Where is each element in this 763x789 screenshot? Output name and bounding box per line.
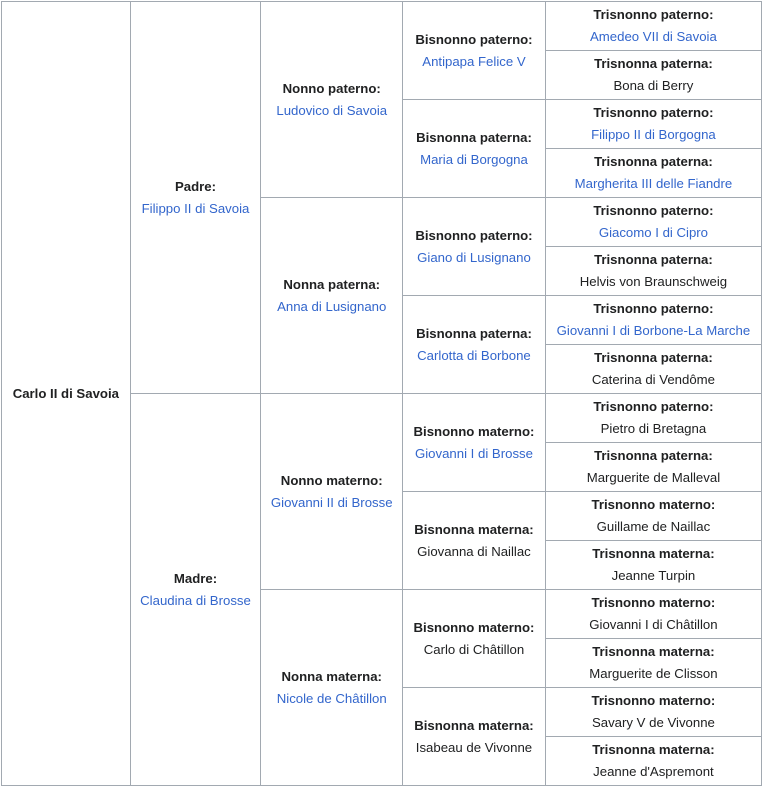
ancestor-relation-label: Padre: [174,178,217,194]
ancestor-name: Giovanni I di Châtillon [589,617,718,632]
ancestor-relation-label: Trisnonno paterno: [593,301,714,316]
ancestor-relation-label: Bisnonna materna: [414,521,534,537]
ancestor-name: Pietro di Bretagna [600,421,707,436]
grandparent-cell [261,2,403,198]
ancestor-name: Giovanna di Naillac [417,543,531,559]
ancestor-relation-label: Bisnonno materno: [413,619,535,635]
ancestor-relation-label: Bisnonno paterno: [415,31,533,47]
great-great-grandparent-cell [545,737,761,786]
pedigree-row [2,2,762,51]
ancestor-name: Bona di Berry [613,78,694,93]
ancestor-relation-label: Nonno paterno: [282,80,381,96]
ancestor-relation-label: Bisnonna paterna: [416,129,532,145]
ancestor-relation-label: Bisnonna materna: [414,717,534,733]
ancestor-name: Jeanne d'Aspremont [593,764,714,779]
ancestor-name-link[interactable]: Carlotta di Borbone [417,347,531,363]
ancestor-name-link[interactable]: Giacomo I di Cipro [598,225,709,240]
great-great-grandparent-cell [545,247,761,296]
ancestor-name: Guillame de Naillac [596,519,711,534]
parent-cell [130,2,261,394]
ancestor-relation-label: Trisnonno paterno: [593,203,714,218]
ancestor-relation-label: Trisnonna materna: [592,546,715,561]
ancestor-relation-label: Trisnonno paterno: [593,399,714,414]
parent-cell [130,394,261,786]
ancestor-relation-label: Nonna materna: [281,668,382,684]
ancestor-relation-label: Trisnonno materno: [591,595,716,610]
ancestor-name-link[interactable]: Giano di Lusignano [417,249,531,265]
ancestor-name: Caterina di Vendôme [591,372,715,387]
ancestor-relation-label: Nonna paterna: [283,276,381,292]
ancestor-relation-label: Bisnonna paterna: [416,325,532,341]
pedigree-body [2,2,762,786]
great-great-grandparent-cell [545,296,761,345]
great-great-grandparent-cell [545,541,761,590]
ancestor-relation-label: Trisnonna materna: [592,742,715,757]
ancestor-relation-label: Trisnonna paterna: [594,448,713,463]
ancestor-name-link[interactable]: Margherita III delle Fiandre [574,176,733,191]
ancestor-relation-label: Nonno materno: [280,472,383,488]
ancestor-name-link[interactable]: Filippo II di Savoia [141,200,250,216]
grandparent-cell [261,394,403,590]
great-great-grandparent-cell [545,639,761,688]
ancestor-relation-label: Bisnonno paterno: [415,227,533,243]
great-grandparent-cell [403,296,546,394]
great-great-grandparent-cell [545,394,761,443]
ancestor-name-link[interactable]: Amedeo VII di Savoia [590,29,717,44]
ancestor-name: Helvis von Braunschweig [579,274,728,289]
ancestor-relation-label: Trisnonna paterna: [594,350,713,365]
great-grandparent-cell [403,492,546,590]
ancestor-relation-label: Trisnonno materno: [591,693,716,708]
ancestor-name-link[interactable]: Maria di Borgogna [420,151,528,167]
pedigree-table [1,1,762,786]
ancestor-relation-label: Madre: [173,570,218,586]
great-grandparent-cell [403,590,546,688]
ancestor-relation-label: Trisnonna paterna: [594,252,713,267]
ancestor-name: Marguerite de Clisson [589,666,718,681]
great-great-grandparent-cell [545,443,761,492]
ancestor-name-link[interactable]: Giovanni II di Brosse [270,494,393,510]
ancestor-name-link[interactable]: Antipapa Felice V [422,53,526,69]
ancestor-relation-label: Trisnonna materna: [592,644,715,659]
ancestor-name-link[interactable]: Giovanni I di Brosse [414,445,533,461]
ancestor-name: Isabeau de Vivonne [415,739,533,755]
ancestor-name: Marguerite de Malleval [586,470,721,485]
great-grandparent-cell [403,688,546,786]
great-great-grandparent-cell [545,51,761,100]
subject-cell [2,2,131,786]
great-great-grandparent-cell [545,198,761,247]
great-great-grandparent-cell [545,100,761,149]
ancestor-relation-label: Bisnonno materno: [413,423,535,439]
ancestor-relation-label: Trisnonna paterna: [594,56,713,71]
great-grandparent-cell [403,100,546,198]
ancestor-relation-label: Trisnonna paterna: [594,154,713,169]
great-grandparent-cell [403,394,546,492]
ancestor-name-link[interactable]: Nicole de Châtillon [276,690,387,706]
ancestor-name-link[interactable]: Anna di Lusignano [277,298,387,314]
great-great-grandparent-cell [545,492,761,541]
grandparent-cell [261,590,403,786]
great-great-grandparent-cell [545,688,761,737]
great-grandparent-cell [403,2,546,100]
ancestor-name-link[interactable]: Filippo II di Borgogna [591,127,716,142]
ancestor-relation-label: Trisnonno paterno: [593,7,714,22]
ancestor-name: Savary V de Vivonne [591,715,715,730]
great-great-grandparent-cell [545,345,761,394]
great-great-grandparent-cell [545,149,761,198]
great-great-grandparent-cell [545,2,761,51]
ancestor-name-link[interactable]: Giovanni I di Borbone-La Marche [556,323,751,338]
great-great-grandparent-cell [545,590,761,639]
ancestor-name: Carlo II di Savoia [12,385,119,401]
ancestor-relation-label: Trisnonno paterno: [593,105,714,120]
great-grandparent-cell [403,198,546,296]
ancestor-relation-label: Trisnonno materno: [591,497,716,512]
ancestor-name-link[interactable]: Ludovico di Savoia [276,102,388,118]
grandparent-cell [261,198,403,394]
ancestor-name: Jeanne Turpin [611,568,696,583]
ancestor-name-link[interactable]: Claudina di Brosse [140,592,251,608]
ancestor-name: Carlo di Châtillon [423,641,525,657]
